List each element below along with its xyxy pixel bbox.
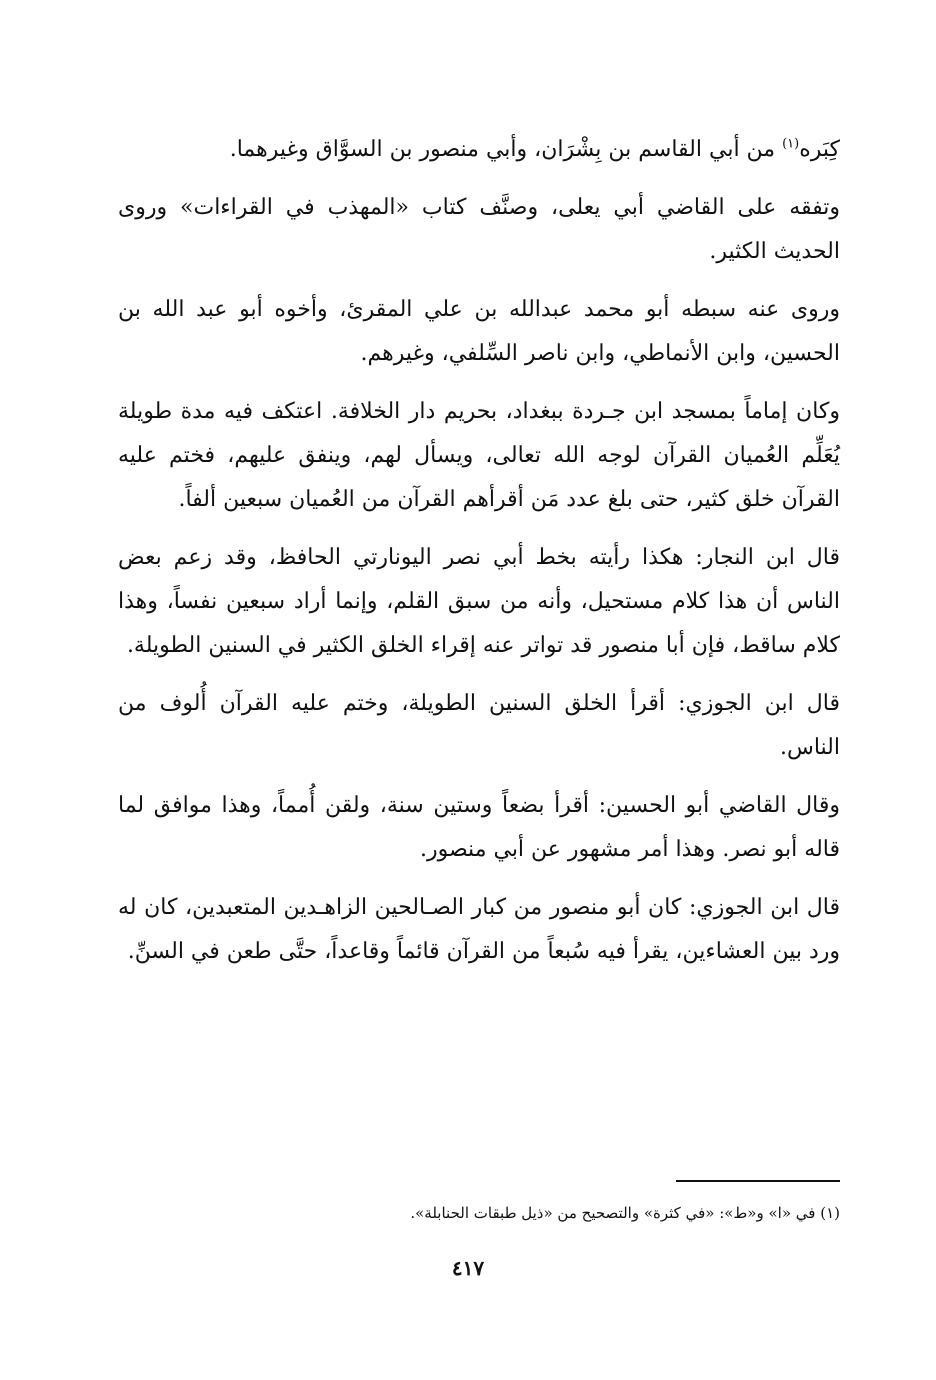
paragraph-1-end: من أبي القاسم بن بِشْرَان، وأبي منصور بن السوَّاق وغيرهما.	[229, 137, 783, 162]
paragraph-1	[118, 128, 840, 172]
paragraph-1-start: كِبَره	[799, 137, 840, 162]
paragraph-5: قال ابن النجار: هكذا رأيته بخط أبي نصر اليونارتي الحافظ، وقد زعم بعض الناس أن هذا كلام مستحيل، وأنه من سبق القلم، وإنما أراد سبعين نفساً، وهذا كلام ساقط، فإن أبا منصور قد تواتر عنه إقراء الخلق الكثير في السنين الطويلة.	[118, 545, 840, 658]
footnote: (١) في «ا» و«ط»: «في كثرة» والتصحيح من «ذيل طبقات الحنابلة».	[410, 1204, 840, 1222]
paragraph-3: وروى عنه سبطه أبو محمد عبدالله بن علي المقرئ، وأخوه أبو عبد الله بن الحسين، وابن الأنماطي، وابن ناصر السِّلفي، وغيرهم.	[118, 297, 840, 366]
paragraph-8: قال ابن الجوزي: كان أبو منصور من كبار الصـالحين الزاهـدين المتعبدين، كان له ورد بين العشاءين، يقرأ فيه سُبعاً من القرآن قائماً وقاعداً، حتَّى طعن في السنِّ.	[118, 895, 840, 964]
page-number: ٤١٧	[451, 1256, 485, 1280]
paragraph-4: وكان إماماً بمسجد ابن جـردة ببغداد، بحريم دار الخلافة. اعتكف فيه مدة طويلة يُعَلِّم العُميان القرآن لوجه الله تعالى، ويسأل لهم، وينفق عليهم، فختم عليه القرآن خلق كثير، حتى بلغ عدد مَن أقرأهم القرآن من العُميان سبعين ألفاً.	[118, 399, 840, 512]
page-body	[118, 128, 840, 988]
footnote-reference[interactable]: (١)	[782, 136, 800, 152]
paragraph-2: وتفقه على القاضي أبي يعلى، وصنَّف كتاب «المهذب في القراءات» وروى الحديث الكثير.	[118, 195, 841, 264]
paragraph-6: قال ابن الجوزي: أقرأ الخلق السنين الطويلة، وختم عليه القرآن أُلوف من الناس.	[118, 691, 840, 760]
paragraph-7: وقال القاضي أبو الحسين: أقرأ بضعاً وستين سنة، ولقن أُمماً، وهذا موافق لما قاله أبو نصر. وهذا أمر مشهور عن أبي منصور.	[118, 793, 840, 862]
footnote-divider	[676, 1180, 840, 1182]
